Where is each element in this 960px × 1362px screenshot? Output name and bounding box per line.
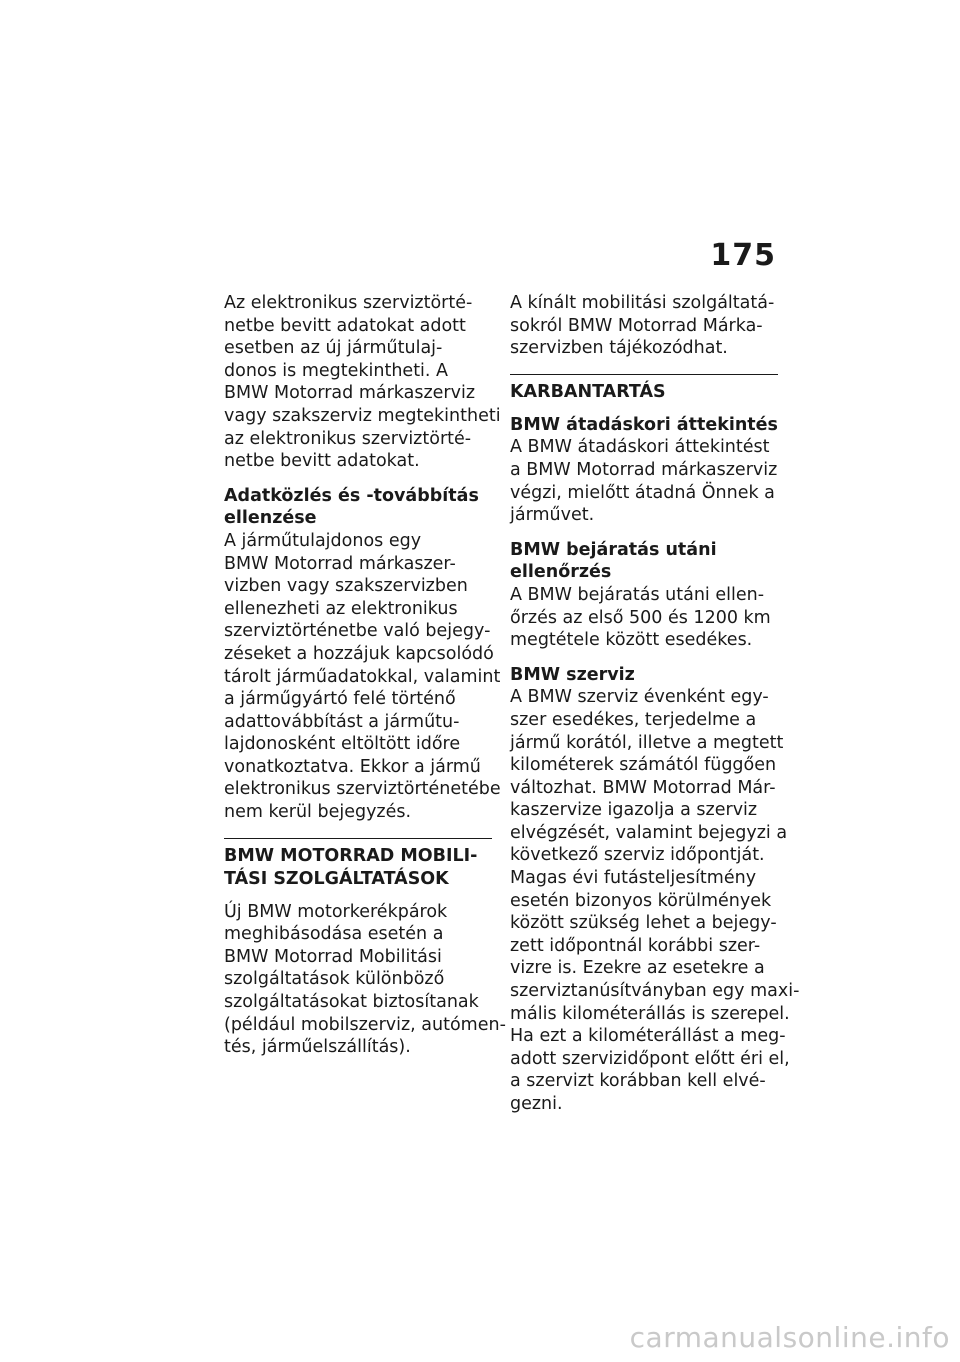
text-line: donos is megtekintheti. A [224,360,449,381]
breakin-body [510,584,778,652]
text-line: BMW Motorrad márkaszerviz [224,383,476,404]
data-opposition-body [224,530,501,824]
text-line: A kínált mobilitási szolgáltatá- [510,293,775,313]
text-line: között szükség lehet a bejegy- [510,913,777,934]
text-line: vizben vagy szakszervizben [224,576,468,597]
mobility-section-title [224,845,492,891]
text-line: ellenőrzés [510,562,612,583]
text-line: Adatközlés és -továbbítás [224,485,479,506]
text-line: ellenzése [224,508,317,529]
section-divider [510,374,778,375]
data-opposition-heading [224,485,492,530]
text-line: Magas évi futásteljesítmény [510,868,757,889]
text-line: megtétele között esedékes. [510,630,753,651]
handover-body [510,436,778,526]
text-line: netbe bevitt adatokat adott [224,315,466,336]
text-line: zett időpontnál korábbi szer- [510,935,761,956]
text-line: adattovábbítást a járműtu- [224,711,460,732]
text-line: sokról BMW Motorrad Márka- [510,315,763,336]
mobility-body [224,901,506,1059]
breakin-heading [510,539,778,584]
watermark: carmanualsonline.info [629,1321,950,1354]
text-line: kaszervize igazolja a szerviz [510,800,758,821]
text-line: változhat. BMW Motorrad Már- [510,777,776,798]
right-column [510,292,800,1128]
text-line: BMW bejáratás utáni [510,539,717,560]
service-body [510,686,800,1115]
text-line: TÁSI SZOLGÁLTATÁSOK [224,868,449,889]
handover-heading: BMW átadáskori áttekintés [510,414,778,435]
text-line: elektronikus szerviztörténetébe [224,779,501,800]
text-line: Az elektronikus szerviztörté- [224,293,473,313]
text-line: meghibásodása esetén a [224,924,444,945]
text-line: vagy szakszerviz megtekintheti [224,405,501,426]
text-line: esetben az új járműtulaj- [224,338,443,359]
text-line: lajdonosként eltöltött időre [224,734,461,755]
text-line: esetén bizonyos körülmények [510,890,772,911]
text-line: vonatkoztatva. Ekkor a jármű [224,756,481,777]
text-line: szerviztörténetbe való bejegy- [224,621,491,642]
text-line: szolgáltatások különböző [224,969,445,990]
text-line: BMW Motorrad márkaszer- [224,553,456,574]
maintenance-section-title: KARBANTARTÁS [510,381,666,402]
text-line: mális kilométerállás is szerepel. [510,1003,790,1024]
text-line: kilométerek számától függően [510,755,777,776]
text-line: az elektronikus szerviztörté- [224,428,472,449]
intro-paragraph [224,292,501,473]
text-line: A BMW bejáratás utáni ellen- [510,584,765,605]
text-line: tés, járműelszállítás). [224,1037,411,1058]
text-line: szerviztanúsítványban egy maxi- [510,981,800,1002]
text-line: szervizben tájékozódhat. [510,338,728,359]
text-line: a szervizt korábban kell elvé- [510,1071,766,1092]
text-line: őrzés az első 500 és 1200 km [510,607,771,628]
text-line: Ha ezt a kilométerállást a meg- [510,1026,786,1047]
text-line: vizre is. Ezekre az esetekre a [510,958,765,979]
text-line: (például mobilszerviz, autómen- [224,1014,506,1035]
text-line: zéseket a hozzájuk kapcsolódó [224,643,494,664]
text-line: A BMW szerviz évenként egy- [510,687,769,708]
text-line: A BMW átadáskori áttekintést [510,437,770,458]
text-line: elvégzését, valamint bejegyzi a [510,822,788,843]
text-line: a járműgyártó felé történő [224,689,456,710]
text-line: végzi, mielőtt átadná Önnek a [510,482,775,503]
text-line: netbe bevitt adatokat. [224,451,420,472]
text-line: a BMW Motorrad márkaszerviz [510,459,778,480]
text-line: szer esedékes, terjedelme a [510,709,757,730]
text-line: adott szervizidőpont előtt éri el, [510,1048,790,1069]
text-line: következő szerviz időpontját. [510,845,765,866]
text-line: gezni. [510,1094,563,1114]
text-line: BMW Motorrad Mobilitási [224,946,442,967]
text-line: szolgáltatásokat biztosítanak [224,992,479,1013]
text-line: nem kerül bejegyzés. [224,802,412,823]
text-line: ellenezheti az elektronikus [224,598,458,619]
text-line: BMW MOTORRAD MOBILI- [224,845,478,866]
text-line: tárolt járműadatokkal, valamint [224,666,501,687]
page-number: 175 [710,238,776,273]
mobility-continued [510,292,778,360]
section-divider [224,838,492,839]
text-line: járművet. [510,505,595,526]
text-line: Új BMW motorkerékpárok [224,901,448,922]
service-heading: BMW szerviz [510,664,635,685]
left-column [224,292,506,1071]
text-line: A járműtulajdonos egy [224,530,422,551]
text-line: jármű korától, illetve a megtett [510,732,784,753]
